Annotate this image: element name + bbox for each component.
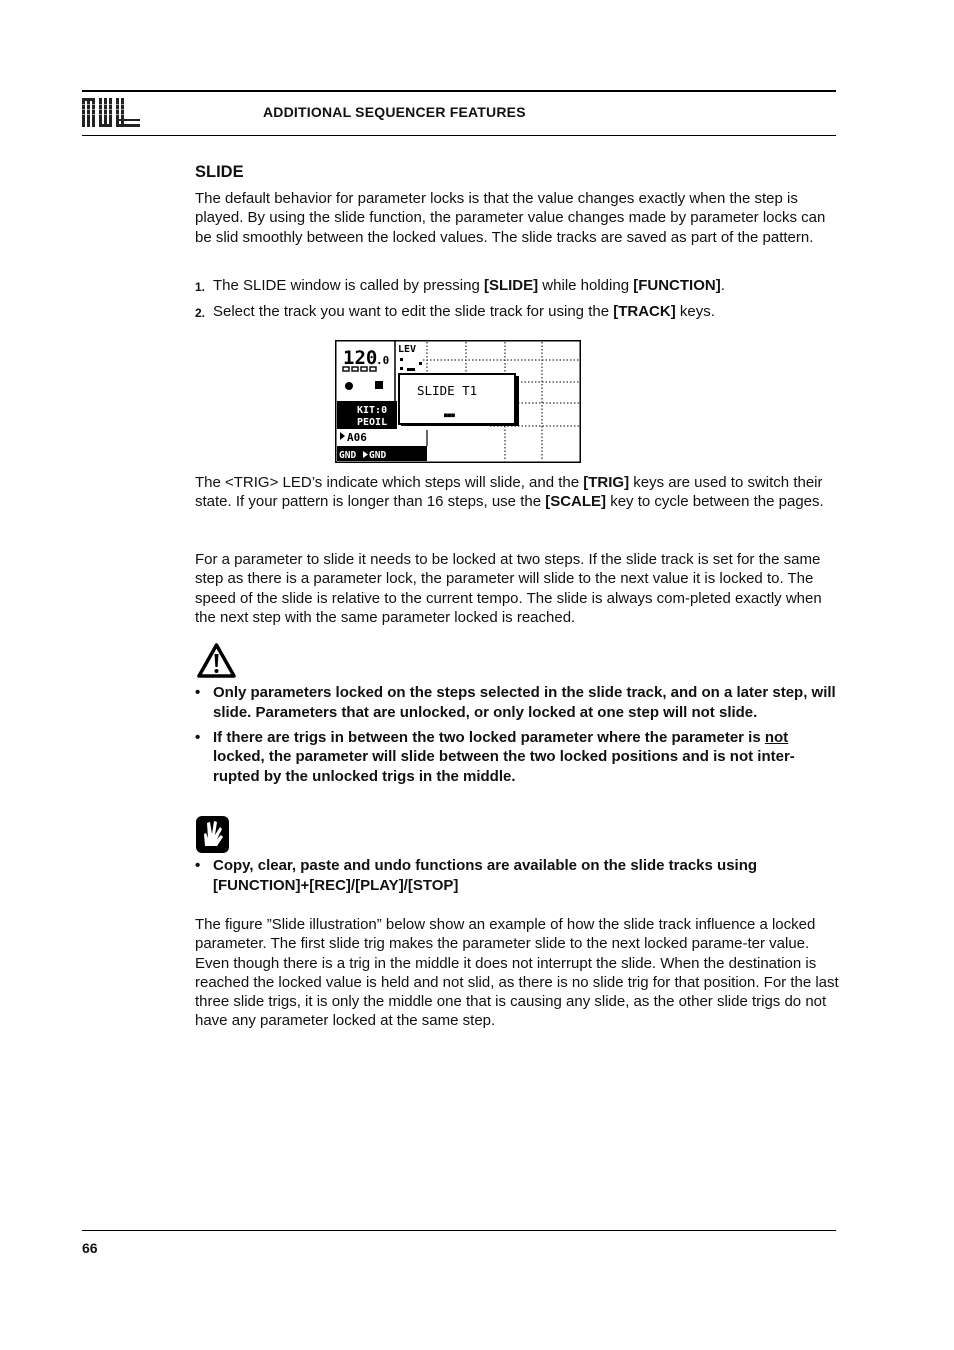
step-number: 2.: [195, 306, 206, 320]
step-text: Select the track you want to edit the slide track for using the [TRACK] keys.: [213, 303, 715, 320]
lcd-tempo-decimal: .0: [376, 354, 390, 367]
hand-tip-icon: [196, 816, 229, 853]
page-number: 66: [82, 1240, 98, 1256]
lcd-pattern: A06: [347, 431, 367, 444]
warning-text: Only parameters locked on the steps selected in the slide track, and on a later step, will slide. Parameters that are unlocked, or only locked at one step will not slide.: [213, 684, 836, 721]
elektron-logo: [82, 96, 140, 127]
lcd-slide-screen: [335, 340, 581, 463]
lcd-kit-line1: KIT:0: [357, 405, 388, 416]
header-top-rule: [82, 90, 836, 92]
warning-icon: [196, 642, 237, 679]
header-bottom-rule: [82, 135, 836, 136]
warning-text: If there are trigs in between the two locked parameter where the parameter is not locked, the parameter will slide between the two locked positions and is not inter-rupted by the unlocked trigs in the middle.: [213, 728, 795, 786]
step-text: The SLIDE window is called by pressing [SLIDE] while holding [FUNCTION].: [213, 277, 725, 294]
lcd-tempo: 120: [343, 347, 378, 369]
warning-item: [195, 683, 840, 723]
step-item: [195, 302, 840, 323]
footer-rule: [82, 1230, 836, 1231]
figure-paragraph: The figure ”Slide illustration” below show an example of how the slide track influence a locked parameter. The first slide trig makes the parameter slide to the next locked parame-ter value. Even though there is a trig in the middle it does not interrupt the slide. When the destination is reached the locked value is held and not slid, as there is no slide trig for that position. For the last three slide trigs, it is only the middle one that is causing any slide, as the other slide trigs do not have any parameter locked at the same step.: [195, 916, 839, 1030]
lcd-popup-title: SLIDE T1: [417, 383, 478, 398]
step-item: [195, 276, 840, 297]
trig-paragraph: The <TRIG> LED’s indicate which steps will slide, and the [TRIG] keys are used to switch their state. If your pattern is longer than 16 steps, use the [SCALE] key to cycle between the pages.: [195, 474, 824, 511]
lcd-gnd-left: GND: [339, 450, 357, 461]
intro-paragraph: The default behavior for parameter locks is that the value changes exactly when the step is played. By using the slide function, the parameter value changes made by parameter locks can be slid smoothly between the locked values. The slide tracks are saved as part of the pattern.: [195, 190, 826, 246]
warning-list: [195, 683, 840, 792]
lock-paragraph: For a parameter to slide it needs to be locked at two steps. If the slide track is set for the same step as there is a parameter lock, the parameter will slide to the next value it is locked to. The speed of the slide is relative to the current tempo. The slide is always com-pleted exactly when the next step with the same parameter locked is reached.: [195, 551, 822, 626]
lcd-popup-dots: ■■■: [444, 412, 455, 419]
warning-item: [195, 728, 840, 787]
tip-item: [195, 856, 840, 896]
section-title: SLIDE: [195, 163, 244, 181]
tip-text: Copy, clear, paste and undo functions are available on the slide tracks using [FUNCTION]+[REC]/[PLAY]/[STOP]: [213, 857, 758, 894]
lcd-kit-line2: PEOIL: [357, 417, 388, 428]
stop-icon: [375, 381, 383, 389]
header-title: ADDITIONAL SEQUENCER FEATURES: [263, 104, 526, 120]
steps-list: [195, 276, 840, 323]
bullet-icon: •: [195, 684, 201, 701]
step-number: 1.: [195, 280, 206, 294]
lcd-gnd-right: GND: [369, 450, 387, 461]
bullet-icon: •: [195, 857, 201, 874]
tip-list: [195, 856, 840, 901]
record-icon: [345, 382, 353, 390]
bullet-icon: •: [195, 728, 201, 746]
lcd-lev: LEV: [398, 344, 417, 355]
